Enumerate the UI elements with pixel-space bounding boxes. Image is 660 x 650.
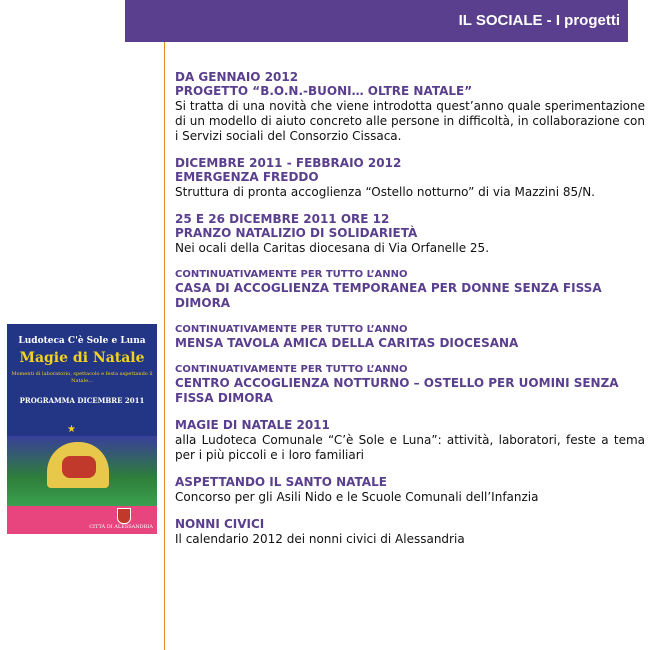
list-item: [175, 418, 645, 463]
city-crest-icon: [117, 508, 131, 524]
event-poster: [7, 324, 157, 534]
list-item: [175, 212, 645, 256]
entry-title: CENTRO ACCOGLIENZA NOTTURNO – OSTELLO PER UOMINI SENZA FISSA DIMORA: [175, 376, 619, 405]
entry-description: Si tratta di una novità che viene introdotta quest’anno quale sperimentazione di un modello di aiuto concreto alle persone in difficoltà, in collaborazione con i Servizi sociali del Consorzio Cissaca.: [175, 99, 645, 143]
entry-title: MAGIE DI NATALE 2011: [175, 418, 330, 432]
entry-title: PRANZO NATALIZIO DI SOLIDARIETÀ: [175, 226, 418, 240]
entry-title: MENSA TAVOLA AMICA DELLA CARITAS DIOCESANA: [175, 336, 519, 350]
list-item: [175, 156, 645, 200]
entry-description: Struttura di pronta accoglienza “Ostello notturno” di via Mazzini 85/N.: [175, 185, 595, 199]
list-item: [175, 323, 645, 351]
poster-figures-shape: [62, 456, 96, 478]
section-title: IL SOCIALE - I progetti: [458, 12, 620, 29]
projects-list: [175, 70, 645, 559]
list-item: [175, 70, 645, 144]
poster-city-label: CITTÀ DI ALESSANDRIA: [89, 524, 153, 530]
entry-description: Concorso per gli Asili Nido e le Scuole Comunali dell’Infanzia: [175, 490, 539, 504]
entry-title: PROGETTO “B.O.N.-BUONI… OLTRE NATALE”: [175, 84, 473, 98]
entry-title: CASA DI ACCOGLIENZA TEMPORANEA PER DONNE SENZA FISSA DIMORA: [175, 281, 602, 310]
list-item: [175, 268, 645, 311]
entry-description: Nei ocali della Caritas diocesana di Via Orfanelle 25.: [175, 241, 490, 255]
star-icon: ★: [67, 424, 76, 435]
entry-description: alla Ludoteca Comunale “C’è Sole e Luna”: attività, laboratori, feste a tema per i più piccoli e i loro familiari: [175, 433, 645, 462]
entry-date: CONTINUATIVAMENTE PER TUTTO L’ANNO: [175, 364, 408, 375]
list-item: [175, 475, 645, 505]
entry-date: DA GENNAIO 2012: [175, 70, 299, 84]
entry-date: DICEMBRE 2011 - FEBBRAIO 2012: [175, 156, 402, 170]
entry-title: NONNI CIVICI: [175, 517, 265, 531]
entry-date: CONTINUATIVAMENTE PER TUTTO L’ANNO: [175, 269, 408, 280]
section-header: [125, 0, 628, 42]
poster-subtitle: Momenti di laboratorio, spettacolo e festa aspettando il Natale...: [11, 371, 153, 384]
list-item: [175, 517, 645, 547]
entry-title: ASPETTANDO IL SANTO NATALE: [175, 475, 387, 489]
poster-ludoteca-label: Ludoteca C'è Sole e Luna: [18, 336, 146, 346]
entry-date: 25 E 26 DICEMBRE 2011 ORE 12: [175, 212, 390, 226]
entry-title: EMERGENZA FREDDO: [175, 170, 319, 184]
poster-program-label: PROGRAMMA DICEMBRE 2011: [19, 396, 145, 405]
entry-description: Il calendario 2012 dei nonni civici di Alessandria: [175, 532, 465, 546]
vertical-rule: [164, 0, 165, 650]
entry-date: CONTINUATIVAMENTE PER TUTTO L’ANNO: [175, 324, 408, 335]
list-item: [175, 363, 645, 406]
poster-title: Magie di Natale: [19, 350, 145, 366]
